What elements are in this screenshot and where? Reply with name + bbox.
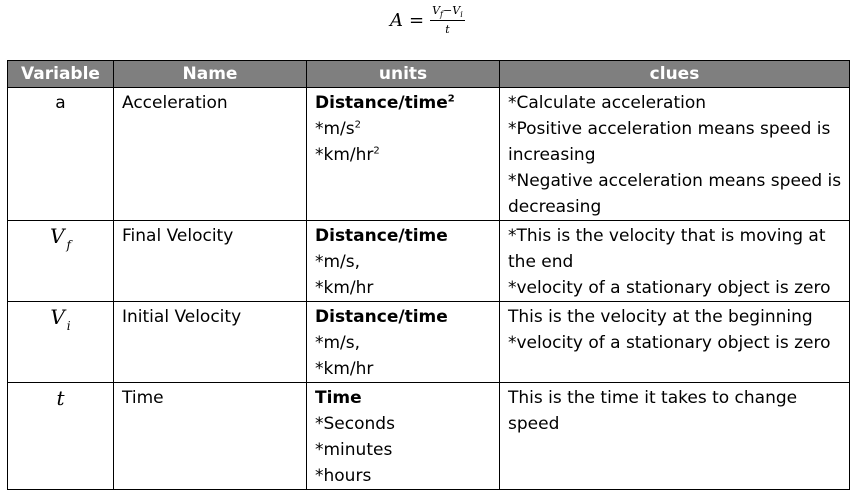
clues-cell: This is the time it takes to change speed — [500, 383, 850, 490]
header-units: units — [307, 61, 500, 88]
table-row — [8, 221, 850, 302]
clues-cell: This is the velocity at the beginning *velocity of a stationary object is zero — [500, 302, 850, 383]
table-row — [8, 383, 850, 490]
units-cell: Distance/time *m/s, *km/hr — [307, 221, 500, 302]
name-cell: Final Velocity — [114, 221, 307, 302]
formula-equals: = — [409, 9, 425, 31]
formula-lhs: A — [390, 9, 403, 31]
name-cell: Time — [114, 383, 307, 490]
units-cell: Distance/time *m/s, *km/hr — [307, 302, 500, 383]
variable-cell: a — [8, 88, 114, 221]
header-variable: Variable — [8, 61, 114, 88]
units-cell: Time *Seconds *minutes *hours — [307, 383, 500, 490]
formula-numerator: $V_f-V_i$ — [432, 4, 463, 20]
variable-cell: V $_i$ — [8, 302, 114, 383]
table-row — [8, 88, 850, 221]
clues-cell: *This is the velocity that is moving at the end *velocity of a stationary object is zero — [500, 221, 850, 302]
formula-denominator: t — [445, 23, 450, 37]
units-cell: Distance/time$^2$ $*m/s^2$ $*km/hr^2$ — [307, 88, 500, 221]
table-header-row — [8, 61, 850, 88]
clues-cell: *Calculate acceleration *Positive acceleration means speed is increasing *Negative acceleration means speed is decreasing — [500, 88, 850, 221]
table-row — [8, 302, 850, 383]
variable-cell: V $_f$ — [8, 221, 114, 302]
name-cell: Acceleration — [114, 88, 307, 221]
header-name: Name — [114, 61, 307, 88]
name-cell: Initial Velocity — [114, 302, 307, 383]
variables-table — [7, 60, 850, 490]
header-clues: clues — [500, 61, 850, 88]
formula-fraction — [430, 4, 465, 36]
acceleration-formula — [390, 4, 465, 36]
variable-cell: t — [8, 383, 114, 490]
